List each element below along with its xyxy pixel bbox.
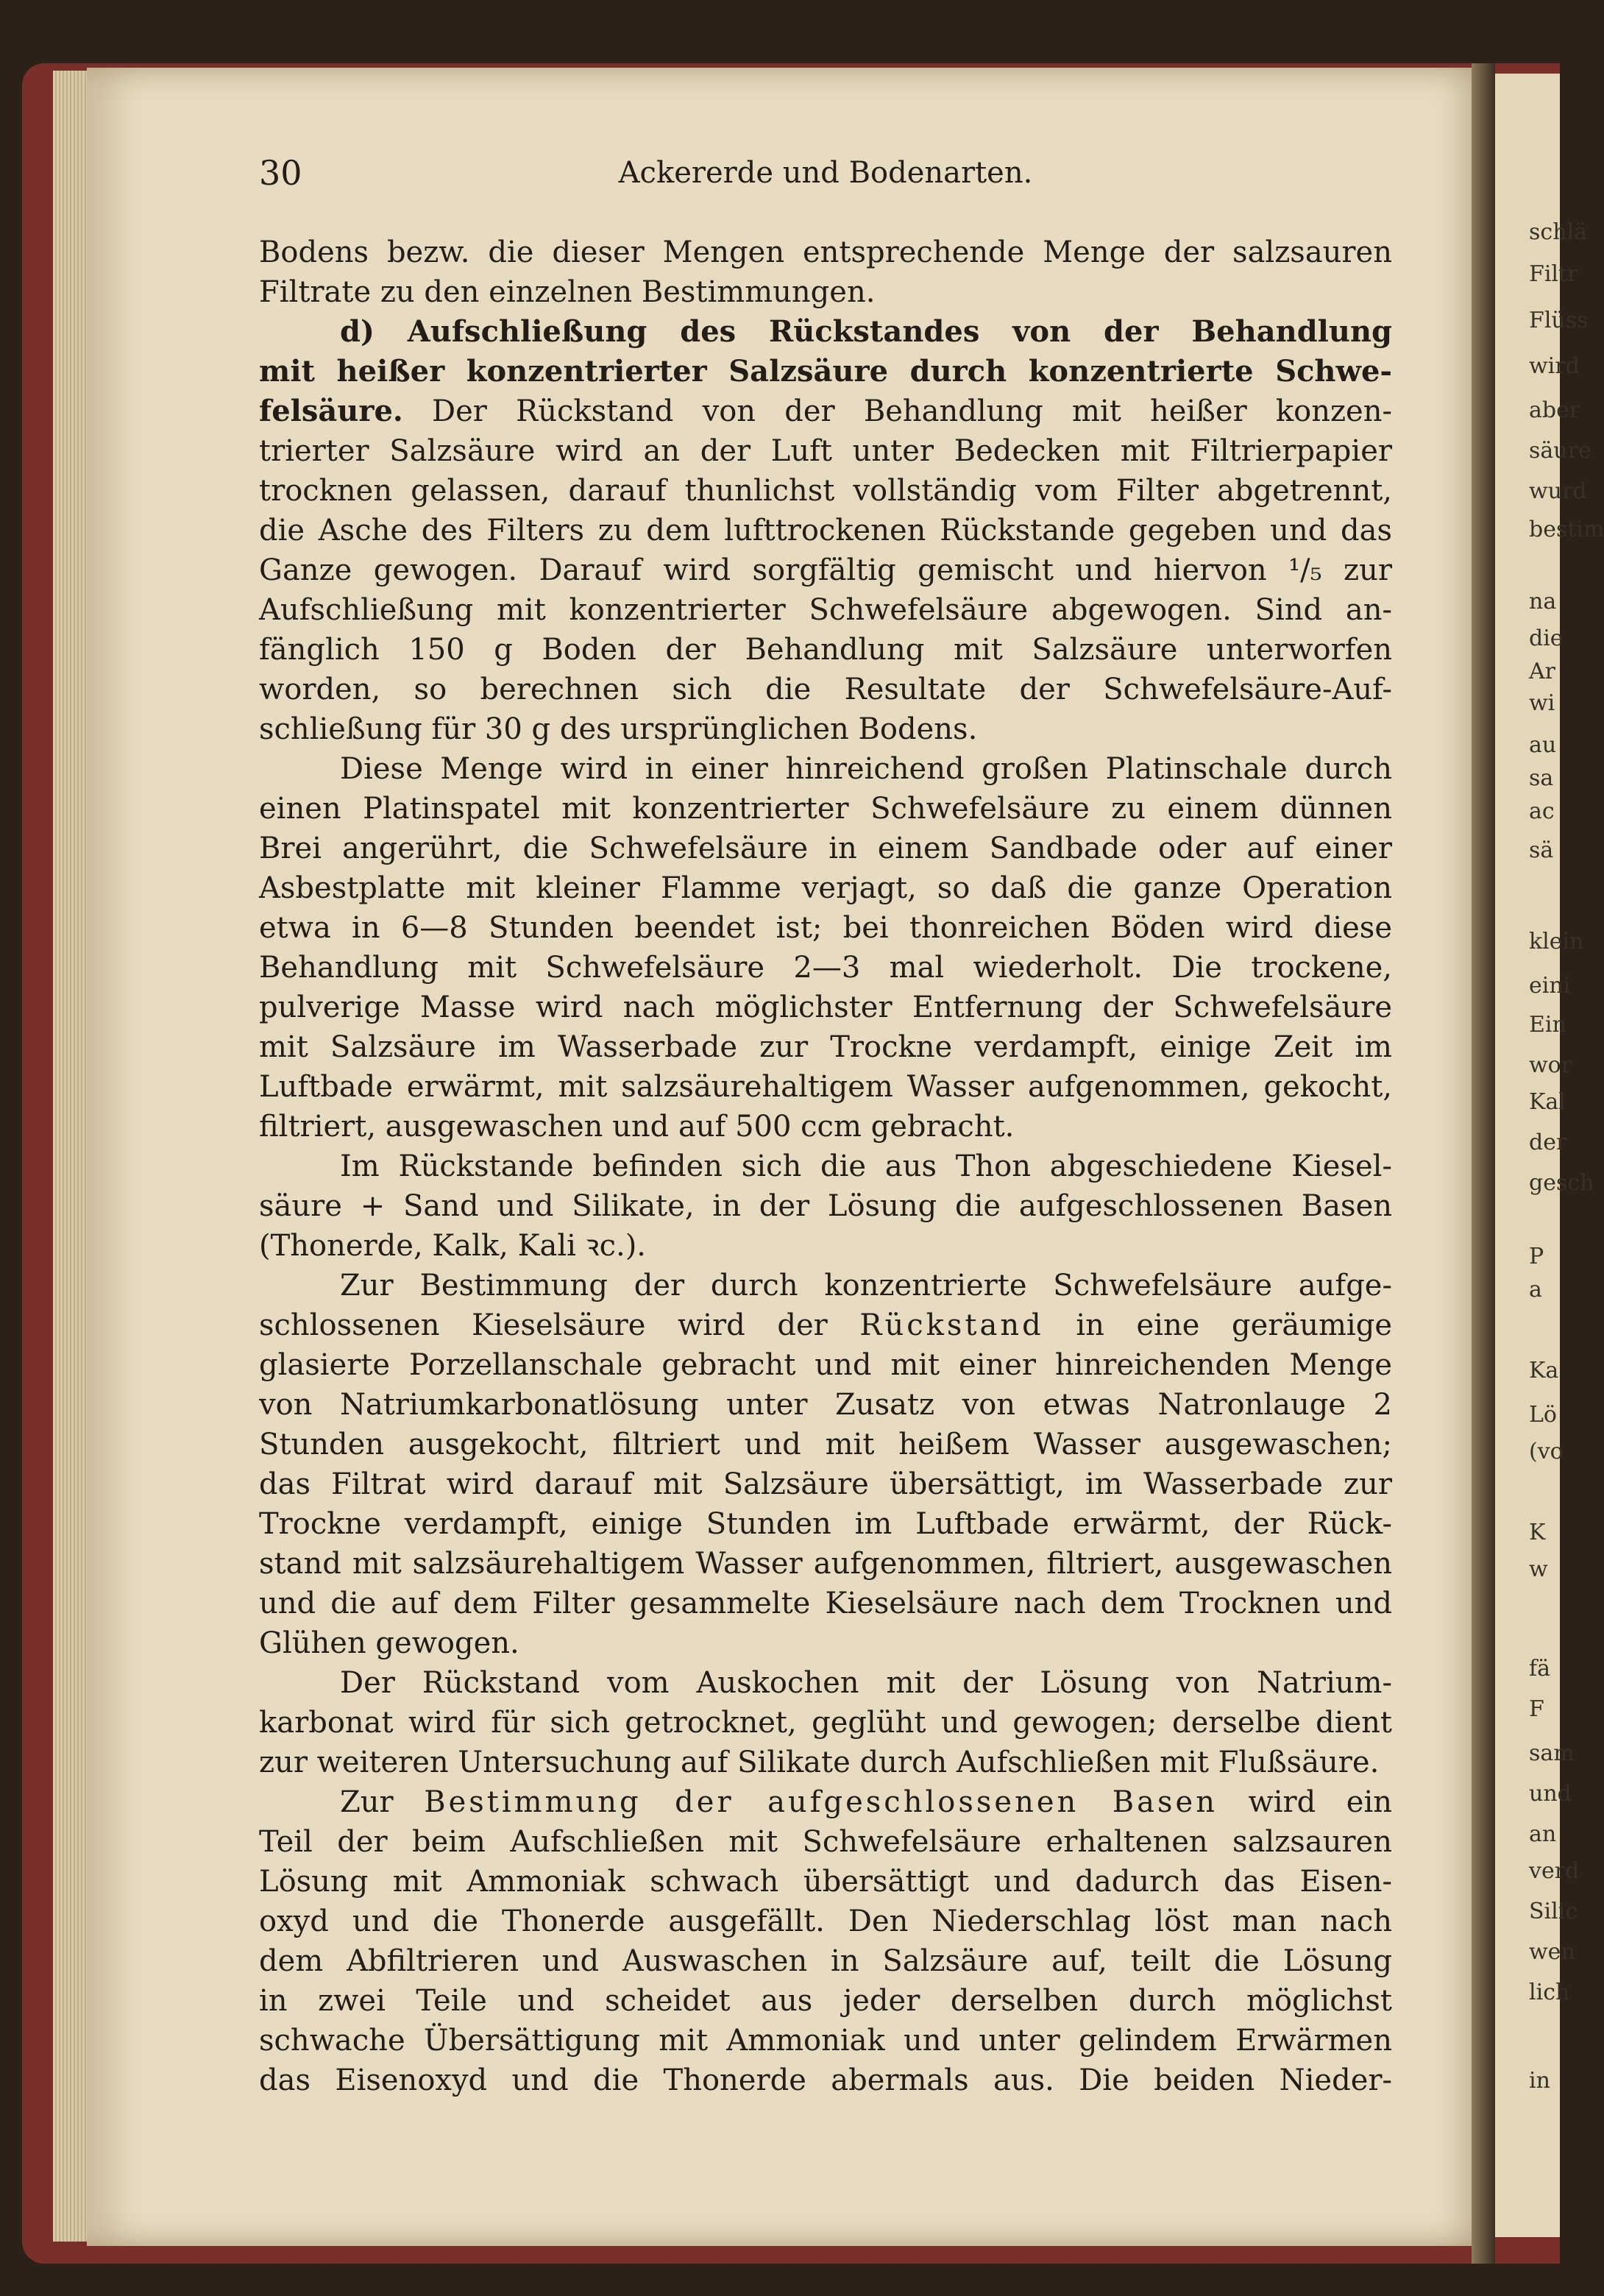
text-line: oxyd und die Thonerde ausgefällt. Den Niederschlag löst man nach (259, 1905, 1392, 1938)
facing-page-text: Flüss (1529, 308, 1589, 333)
text-line: zur weiteren Untersuchung auf Silikate durch Aufschließen mit Flußsäure. (259, 1746, 1380, 1779)
facing-page-text: Ar (1529, 659, 1556, 684)
text-line: das Eisenoxyd und die Thonerde abermals aus. Die beiden Nieder- (259, 2063, 1392, 2097)
facing-page-text: Lö (1529, 1402, 1557, 1428)
facing-page-text: bestim (1529, 517, 1604, 542)
facing-page-text: fä (1529, 1656, 1550, 1682)
text-line: Behandlung mit Schwefelsäure 2—3 mal wiederholt. Die trockene, (259, 951, 1392, 985)
facing-page-text: aber (1529, 397, 1580, 423)
text-run: wird ein (1217, 1785, 1393, 1819)
text-line: Brei angerührt, die Schwefelsäure in einem Sandbade oder auf einer (259, 832, 1392, 865)
text-line: Der Rückstand vom Auskochen mit der Lösung von Natrium- (340, 1666, 1392, 1700)
text-line: dem Abfiltrieren und Auswaschen in Salzsäure auf, teilt die Lösung (259, 1944, 1392, 1978)
facing-page-text: Ein (1529, 1012, 1566, 1038)
text-run: schlossenen Kieselsäure wird der (259, 1308, 860, 1342)
facing-page-text: und (1529, 1781, 1572, 1807)
spaced-emphasis: Rückstand (859, 1308, 1044, 1342)
text-line: mit Salzsäure im Wasserbade zur Trockne verdampft, einige Zeit im (259, 1030, 1392, 1064)
text-line: etwa in 6—8 Stunden beendet ist; bei thonreichen Böden wird diese (259, 911, 1392, 945)
text-line: Im Rückstande befinden sich die aus Thon abgeschiedene Kiesel- (340, 1149, 1392, 1183)
facing-page-text: wird (1529, 353, 1580, 379)
text-line (259, 391, 1392, 431)
facing-page-text: a (1529, 1277, 1542, 1303)
facing-page-text: (vo (1529, 1439, 1564, 1464)
facing-page-text: au (1529, 732, 1557, 758)
text-line: Zur Bestimmung der durch konzentrierte Schwefelsäure aufge- (340, 1269, 1392, 1303)
facing-page-text: Kal (1529, 1089, 1566, 1115)
facing-page-text: wi (1529, 690, 1555, 716)
facing-page-text: sa (1529, 765, 1554, 791)
facing-page-text: ac (1529, 798, 1555, 824)
facing-page-text: K (1529, 1520, 1546, 1545)
text-line: schwache Übersättigung mit Ammoniak und unter gelindem Erwärmen (259, 2024, 1392, 2058)
facing-page-text: eini (1529, 973, 1571, 999)
facing-page-text: Silic (1529, 1899, 1578, 1924)
text-line: Ganze gewogen. Darauf wird sorgfältig gemischt und hiervon ¹/₅ zur (259, 553, 1392, 587)
text-line: schließung für 30 g des ursprünglichen Bodens. (259, 712, 978, 746)
facing-page-text: lich (1529, 1980, 1570, 2005)
text-line: von Natriumkarbonatlösung unter Zusatz von etwas Natronlauge 2 (259, 1388, 1392, 1422)
text-run: in eine geräumige (1043, 1308, 1392, 1342)
running-title: Ackererde und Bodenarten. (618, 156, 1033, 190)
facing-page-text: wurd (1529, 478, 1587, 504)
body-text (259, 233, 1392, 2100)
text-line: einen Platinspatel mit konzentrierter Schwefelsäure zu einem dünnen (259, 792, 1392, 826)
text-line: mit heißer konzentrierter Salzsäure durch konzentrierte Schwe- (259, 354, 1392, 389)
book-gutter (1472, 63, 1495, 2264)
bold-run: felsäure. (259, 394, 403, 428)
text-line: worden, so berechnen sich die Resultate der Schwefelsäure-Auf- (259, 673, 1392, 706)
text-line: pulverige Masse wird nach möglichster Entfernung der Schwefelsäure (259, 991, 1392, 1024)
facing-page-text: der (1529, 1130, 1567, 1155)
text-line: und die auf dem Filter gesammelte Kieselsäure nach dem Trocknen und (259, 1587, 1392, 1620)
page-header (259, 153, 1392, 197)
text-line: fänglich 150 g Boden der Behandlung mit Salzsäure unterworfen (259, 633, 1392, 667)
text-line: die Asche des Filters zu dem lufttrockenen Rückstande gegeben und das (259, 514, 1392, 548)
facing-page-text: P (1529, 1244, 1544, 1269)
text-line: trocknen gelassen, darauf thunlichst vollständig vom Filter abgetrennt, (259, 474, 1392, 508)
facing-page-text: klein (1529, 929, 1584, 954)
facing-page-text: die (1529, 626, 1564, 651)
facing-page-text: säure (1529, 438, 1591, 464)
text-line: Trockne verdampft, einige Stunden im Luftbade erwärmt, der Rück- (259, 1507, 1392, 1541)
text-line: trierter Salzsäure wird an der Luft unter Bedecken mit Filtrierpapier (259, 434, 1392, 468)
text-run: Der Rückstand von der Behandlung mit heißer konzen- (402, 394, 1392, 428)
facing-page-text: Ka (1529, 1358, 1559, 1383)
text-line: Teil der beim Aufschließen mit Schwefelsäure erhaltenen salzsauren (259, 1825, 1392, 1859)
facing-page-text: an (1529, 1821, 1557, 1847)
text-line (259, 1782, 1392, 1822)
text-line: Aufschließung mit konzentrierter Schwefelsäure abgewogen. Sind an- (259, 593, 1392, 627)
text-line: Lösung mit Ammoniak schwach übersättigt und dadurch das Eisen- (259, 1865, 1392, 1899)
facing-page-text: wen (1529, 1939, 1575, 1965)
text-line: säure + Sand und Silikate, in der Lösung die aufgeschlossenen Basen (259, 1189, 1392, 1223)
text-line: in zwei Teile und scheidet aus jeder derselben durch möglichst (259, 1984, 1392, 2018)
text-line: stand mit salzsäurehaltigem Wasser aufgenommen, filtriert, ausgewaschen (259, 1547, 1392, 1581)
page-number: 30 (259, 153, 302, 193)
text-line: Stunden ausgekocht, filtriert und mit heißem Wasser ausgewaschen; (259, 1428, 1392, 1461)
text-line: glasierte Porzellanschale gebracht und mit einer hinreichenden Menge (259, 1348, 1392, 1382)
text-line: d) Aufschließung des Rückstandes von der Behandlung (340, 314, 1392, 349)
text-line: Asbestplatte mit kleiner Flamme verjagt, so daß die ganze Operation (259, 871, 1392, 905)
facing-page-text: sä (1529, 837, 1554, 863)
text-line: (Thonerde, Kalk, Kali ꝛc.). (259, 1229, 647, 1263)
facing-page-text: in (1529, 2068, 1550, 2094)
facing-page-text: verd (1529, 1858, 1580, 1884)
text-run: Zur (340, 1785, 425, 1819)
facing-page-text: w (1529, 1556, 1548, 1582)
text-line: Bodens bezw. die dieser Mengen entsprechende Menge der salzsauren (259, 235, 1392, 269)
text-line: das Filtrat wird darauf mit Salzsäure übersättigt, im Wasserbade zur (259, 1467, 1392, 1501)
facing-page-text: schlä (1529, 219, 1587, 245)
text-line: Glühen gewogen. (259, 1626, 519, 1660)
text-line: Filtrate zu den einzelnen Bestimmungen. (259, 275, 876, 309)
facing-page-text: Filtr (1529, 261, 1578, 287)
facing-page-text: na (1529, 589, 1557, 614)
facing-page-text: sam (1529, 1740, 1575, 1766)
text-line: Diese Menge wird in einer hinreichend großen Platinschale durch (340, 752, 1392, 786)
facing-page-text: gesch (1529, 1170, 1594, 1196)
facing-page-text: wor (1529, 1052, 1572, 1078)
text-line (259, 1305, 1392, 1345)
text-line: karbonat wird für sich getrocknet, geglüht und gewogen; derselbe dient (259, 1706, 1392, 1740)
text-line: Luftbade erwärmt, mit salzsäurehaltigem Wasser aufgenommen, gekocht, (259, 1070, 1392, 1104)
facing-page-fragment (1495, 74, 1604, 2237)
facing-page-text: F (1529, 1696, 1544, 1722)
spaced-emphasis: Bestimmung der aufgeschlossenen Basen (424, 1785, 1218, 1819)
text-line: filtriert, ausgewaschen und auf 500 ccm gebracht. (259, 1110, 1015, 1144)
